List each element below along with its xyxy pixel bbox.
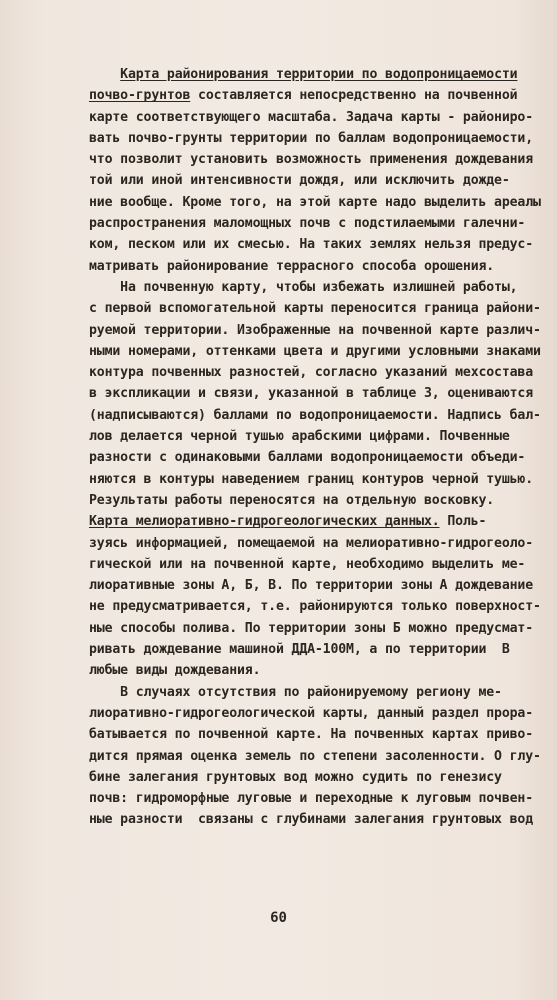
section-heading-soil-permeability-map: Карта районирования территории по водопроницаемости [120, 67, 518, 82]
text-line: няются в контуры наведением границ контуров черной тушью. [89, 471, 534, 487]
text-line: В случаях отсутствия по районируемому региону ме- [89, 684, 502, 700]
text-line: матривать районирование террасного способа орошения. [89, 258, 495, 274]
page-number: 60 [270, 910, 287, 926]
text-fragment: Поль- [439, 514, 487, 530]
text-line [89, 85, 539, 106]
section-heading-reclamation-hydrogeology: Карта мелиоративно-гидрогеологических данных. [89, 514, 440, 530]
text-line: На почвенную карту, чтобы избежать излишней работы, [89, 279, 518, 295]
text-line: вать почво-грунты территории по баллам водопроницаемости, [89, 130, 534, 146]
text-line: лиоративные зоны А, Б, В. По территории зоны А дождевание [89, 578, 534, 594]
text-fragment: составляется непосредственно на почвенной [190, 88, 518, 104]
text-line: дится прямая оценка земель по степени засоленности. О глу- [89, 748, 541, 764]
text-line: ные разности связаны с глубинами залегания грунтовых вод [89, 812, 534, 828]
text-line: не предусматривается, т.е. районируются только поверхност- [89, 599, 541, 615]
text-line: зуясь информацией, помещаемой на мелиоративно-гидрогеоло- [89, 535, 534, 551]
text-line: ривать дождевание машиной ДДА-100М, а по территории В [89, 642, 510, 658]
text-line: почв: гидроморфные луговые и переходные к луговым почвен- [89, 791, 534, 807]
text-line: в экспликации и связи, указанной в таблице 3, оцениваются [89, 386, 534, 402]
section-heading-line [89, 64, 539, 85]
text-line: Результаты работы переносятся на отдельную восковку. [89, 492, 495, 508]
text-line [89, 511, 539, 532]
text-line: ком, песком или их смесью. На таких землях нельзя предус- [89, 237, 534, 253]
text-line: ными номерами, оттенками цвета и другими условными знаками [89, 343, 541, 359]
text-line: гической или на почвенной карте, необходимо выделить ме- [89, 556, 526, 572]
text-line: лов делается черной тушью арабскими цифрами. Почвенные [89, 429, 510, 445]
text-line: (надписываются) баллами по водопроницаемости. Надпись бал- [89, 407, 541, 423]
text-line: ные способы полива. По территории зоны Б можно предусмат- [89, 620, 534, 636]
text-line: той или иной интенсивности дождя, или исключить дожде- [89, 173, 510, 189]
text-line: с первой вспомогательной карты переносится граница райони- [89, 301, 541, 317]
text-line: любые виды дождевания. [89, 663, 261, 679]
text-line: разности с одинаковыми баллами водопроницаемости объеди- [89, 450, 526, 466]
section-heading-continuation: почво-грунтов [89, 88, 191, 104]
text-line: контура почвенных разностей, согласно указаний мехсостава [89, 365, 534, 381]
text-line: распространения маломощных почв с подстилаемыми галечни- [89, 216, 526, 232]
text-line: карте соответствующего масштаба. Задача карты - райониро- [89, 109, 534, 125]
text-line: что позволит установить возможность применения дождевания [89, 152, 534, 168]
text-line: батывается по почвенной карте. На почвенных картах приво- [89, 727, 534, 743]
text-line: ние вообще. Кроме того, на этой карте надо выделить ареалы [89, 194, 541, 210]
text-line: руемой территории. Изображенные на почвенной карте различ- [89, 322, 541, 338]
text-line: бине залегания грунтовых вод можно судить по генезису [89, 769, 502, 785]
body-text [89, 64, 539, 831]
text-line: лиоративно-гидрогеологической карты, данный раздел прора- [89, 705, 534, 721]
